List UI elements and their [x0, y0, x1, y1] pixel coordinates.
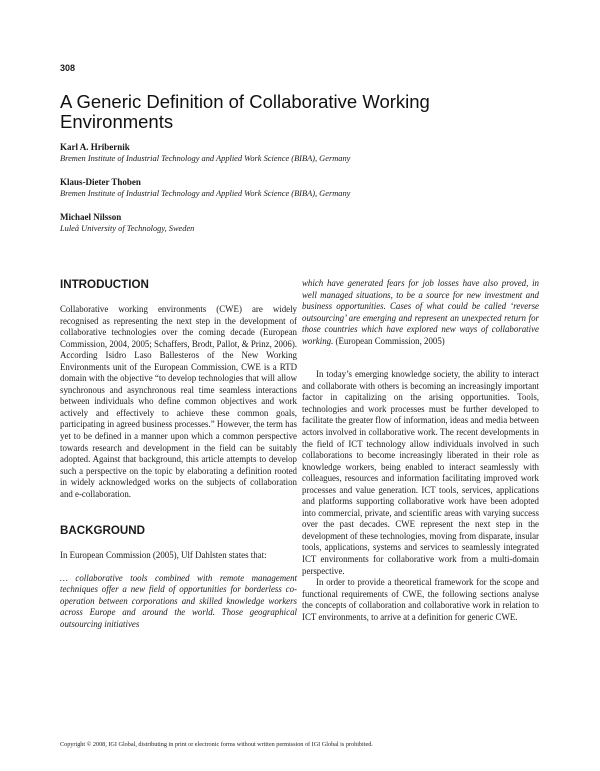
introduction-paragraph: Collaborative working environments (CWE) are widely recognised as representing the next step in the development of collaborative technologies over the coming decade (European Commission, 2004, 2005; Schaffers, Brodt, Pallot, & Prinz, 2006). According Isidro Laso Ballesteros of the New Working Environments unit of the European Commission, CWE is a RTD domain with the objective “to develop technologies that will allow synchronous and asynchronous real time seamless interactions between individuals who define common objectives and work actively and effectively to achieve these common goals, participating in agreed business processes.” However, the term has yet to be defined in a manner upon which a common perspective towards research and development in the field can be suitably adopted. Against that background, this article attempts to develop such a perspective on the topic by elaborating a definition rooted in widely acknowledged works on the subjects of collaboration and e-collaboration.	[60, 304, 297, 499]
background-paragraph-1: In today’s emerging knowledge society, the ability to interact and collaborate with others is becoming an increasingly important factor in capitalizing on the arising opportunities. Tools, technologies and work processes must be further developed to facilitate the greater flow of information, ideas and media between actors involved in collaborative work. The recent developments in the field of ICT technology allow individuals involved in such collaborations to become increasingly liberated in their role as knowledge workers, being enabled to interact seamlessly with colleagues, resources and information facilitating improved work processes and value generation. ICT tools, services, applications and platforms supporting collaborative work have been adopted into commercial, private, and scientific areas with varying success over the past decades. CWE represent the next step in the development of these technologies, moving from disparate, insular tools, applications, systems and services to seamlessly integrated ICT environments for collaborative work from a multi-domain perspective.	[302, 369, 539, 576]
background-heading: BACKGROUND	[60, 524, 146, 538]
author-affiliation: Bremen Institute of Industrial Technology and Applied Work Science (BIBA), Germany	[60, 189, 351, 198]
introduction-heading: INTRODUCTION	[60, 278, 149, 291]
author-name: Karl A. Hribernik	[60, 142, 130, 152]
copyright-notice: Copyright © 2008, IGI Global, distributing in print or electronic forms without written permission of IGI Global is prohibited.	[60, 741, 373, 748]
author-affiliation: Bremen Institute of Industrial Technology and Applied Work Science (BIBA), Germany	[60, 154, 351, 163]
author-block	[60, 142, 540, 164]
quote-text: which have generated fears for job losses have also proved, in well managed situations, to be a source for new investment and business opportunities. Cases of what could be called ‘reverse outsourcing’ are emerging and represent an unexpected return for those countries which have explored new ways of collaborative working.	[302, 278, 539, 346]
author-block	[60, 212, 540, 234]
quote-part-1: … collaborative tools combined with remote management techniques offer a new field of opportunities for borderless co-operation between corporations and skilled knowledge workers across Europe and around the world. Those geographical outsourcing initiatives	[60, 572, 297, 630]
left-column	[60, 278, 297, 631]
author-name: Michael Nilsson	[60, 212, 122, 222]
author-affiliation: Luleå University of Technology, Sweden	[60, 224, 195, 233]
quote-source: (European Commission, 2005)	[335, 335, 445, 346]
quote-part-2	[302, 278, 539, 347]
right-column	[302, 278, 539, 623]
author-name: Klaus-Dieter Thoben	[60, 177, 141, 187]
page-number: 308	[60, 63, 76, 73]
author-block	[60, 177, 540, 199]
background-lead: In European Commission (2005), Ulf Dahlsten states that:	[60, 550, 267, 561]
background-paragraph-2: In order to provide a theoretical framework for the scope and functional requirements of CWE, the following sections analyse the concepts of collaboration and collaborative work in relation to ICT environments, to arrive at a definition for generic CWE.	[302, 577, 539, 622]
article-title: A Generic Definition of Collaborative Working Environments	[60, 91, 430, 132]
